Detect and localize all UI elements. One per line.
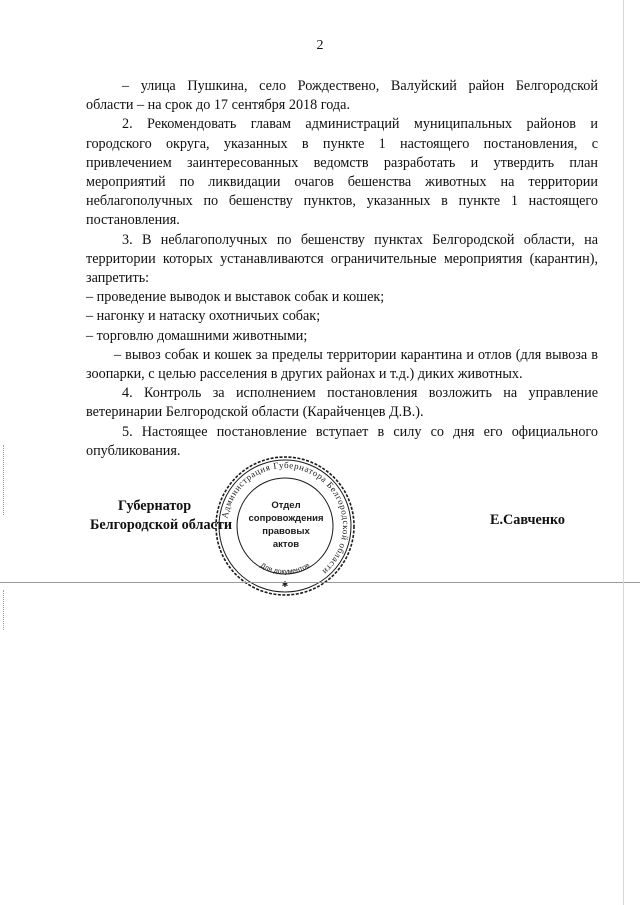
list-item-4: – вывоз собак и кошек за пределы территории карантина и отлов (для вывоза в зоопарки, с целью расселения в других районах и т.д.) диких животных.	[86, 346, 598, 383]
list-item-3: – торговлю домашними животными;	[86, 327, 308, 344]
paragraph-5: 5. Настоящее постановление вступает в силу со дня его официального опубликования.	[86, 423, 598, 459]
scan-edge-line	[0, 582, 640, 583]
page-number: 2	[316, 38, 324, 53]
stamp-ring-text: Администрация Губернатора Белгородской области	[219, 459, 352, 578]
paragraph-2: 2. Рекомендовать главам администраций муниципальных районов и городского округа, указанных в пункте 1 настоящего постановления, с привлечением заинтересованных ведомств разработать и утвердить план мероприятий по ликвидации очагов бешенства животных на территории неблагополучных по бешенству пунктов, указанных в пункте 1 настоящего постановления.	[86, 116, 598, 229]
stamp-center-line-4: актов	[272, 539, 300, 550]
official-stamp-icon	[214, 455, 356, 597]
stamp-center-line-2: сопровождения	[248, 513, 324, 524]
signature-title-line-1: Губернатор	[118, 498, 192, 514]
paragraph-3: 3. В неблагополучных по бешенству пунктах Белгородской области, на территории которых устанавливаются ограничительные мероприятия (карантин), запретить:	[86, 231, 598, 287]
scan-edge-mark	[3, 590, 6, 630]
stamp-center-line-3: правовых	[262, 526, 310, 537]
stamp-center-line-1: Отдел	[271, 500, 301, 511]
document-body	[86, 77, 598, 461]
list-item-1: – проведение выводок и выставок собак и кошек;	[86, 289, 385, 306]
stamp-bottom-text: Для документов	[258, 562, 312, 576]
scan-edge-mark	[3, 445, 6, 515]
paragraph-4: 4. Контроль за исполнением постановления возложить на управление ветеринарии Белгородской области (Карайченцев Д.В.).	[86, 385, 598, 421]
paragraph-1-line-2: области – на срок до 17 сентября 2018 года.	[86, 97, 350, 114]
paragraph-1-line-1: – улица Пушкина, село Рождествено, Валуйский район Белгородской	[122, 78, 598, 94]
signature-title-line-2: Белгородской области	[90, 517, 232, 533]
scan-right-edge	[623, 0, 624, 905]
signature-name: Е.Савченко	[490, 512, 566, 528]
list-item-2: – нагонку и натаску охотничьих собак;	[86, 308, 321, 325]
star-icon: ✱	[281, 580, 289, 589]
